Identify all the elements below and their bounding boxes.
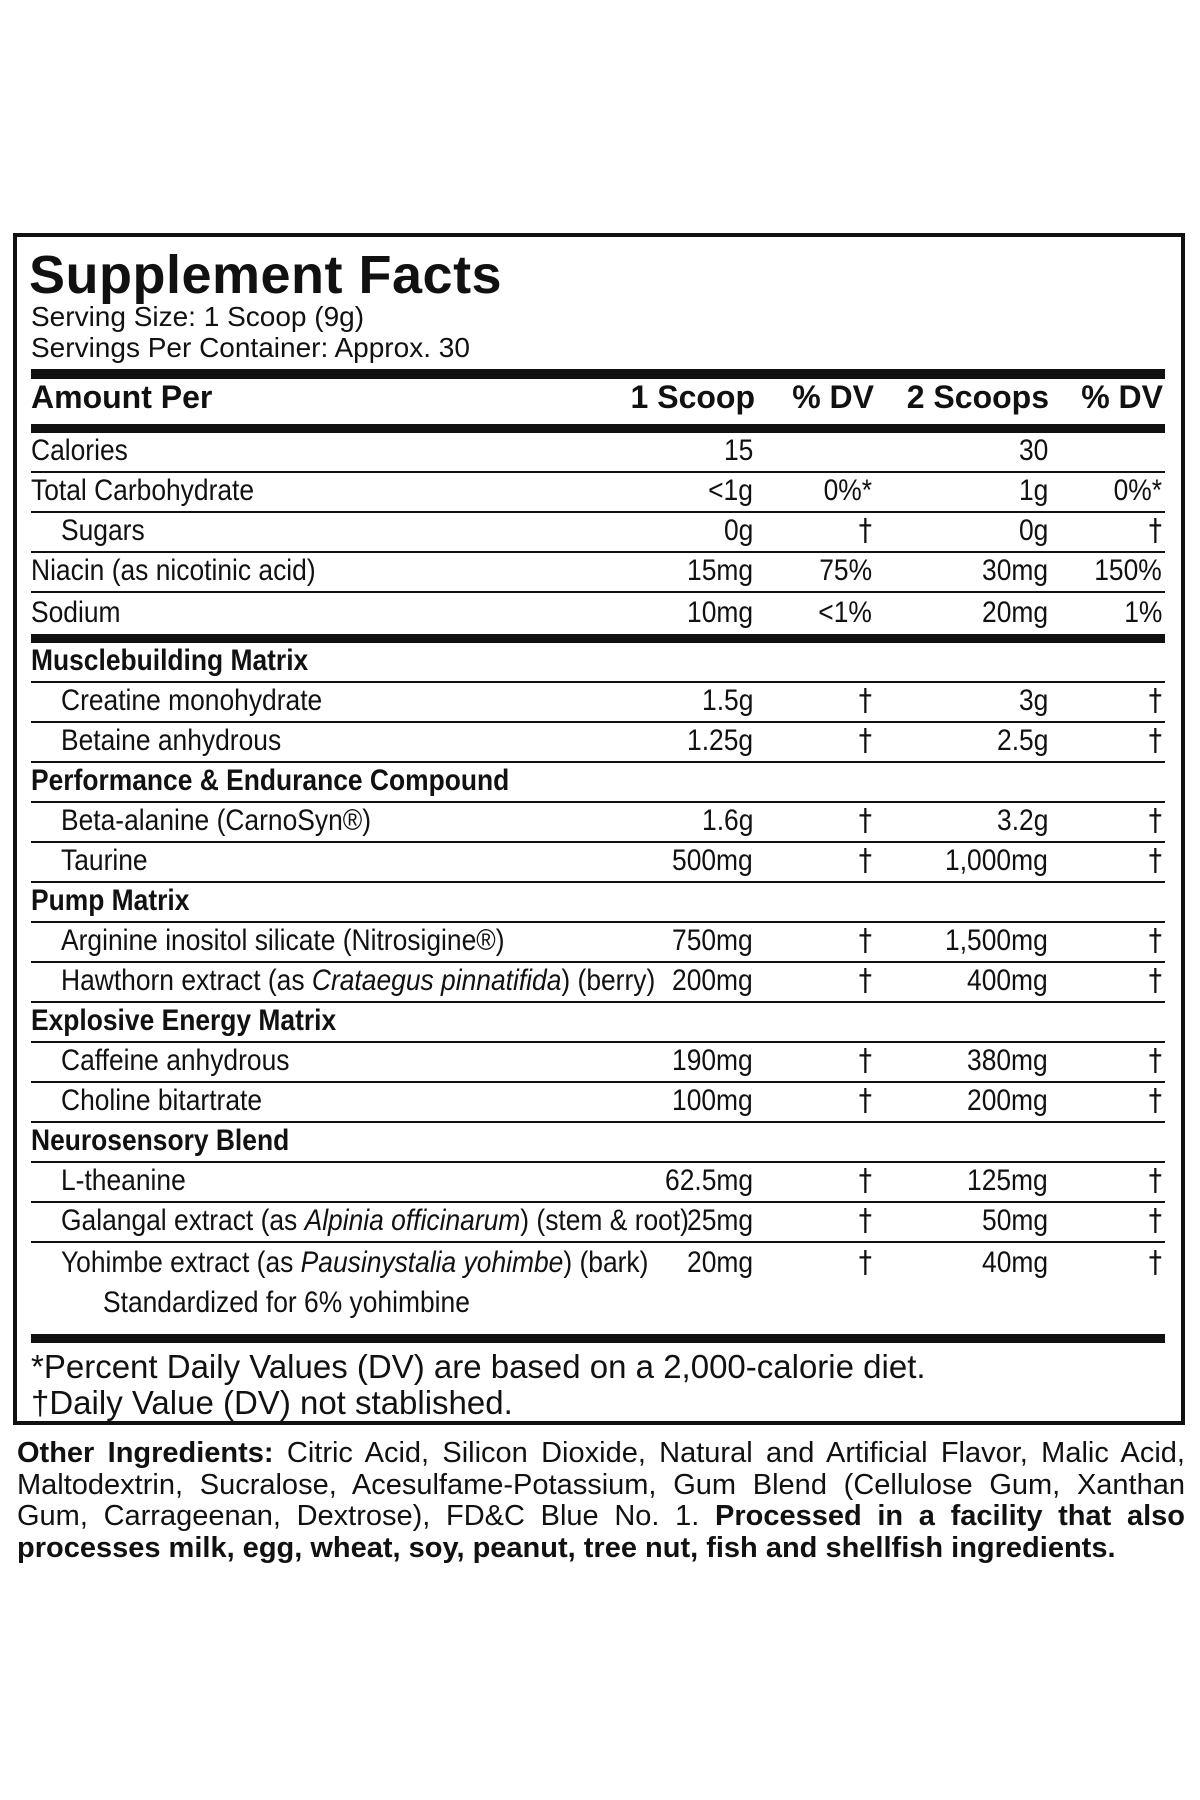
dv-2-scoops: †	[1148, 1203, 1162, 1238]
ingredient-row-beta-alanine	[31, 803, 1165, 843]
other-ingredients-text: Citric Acid, Silicon Dioxide, Natural and Artificial Flavor, Malic Acid, Maltodextrin, Sucralose, Acesulfame-Potassium, Gum Blend (Cellulose Gum, Xanthan Gum, Carrageenan, Dextrose), FD&C Blue No. 1.	[17, 1437, 1185, 1532]
ingredient-row-caffeine	[31, 1043, 1165, 1083]
ingredient-name: Hawthorn extract (as Crataegus pinnatifida) (berry)	[61, 964, 656, 997]
nutrient-name: Sugars	[61, 514, 145, 547]
nutrient-name: Calories	[31, 434, 128, 467]
value-2-scoops: 50mg	[981, 1204, 1048, 1237]
header-1-scoop: 1 Scoop	[630, 379, 755, 415]
dv-1-scoop: †	[858, 1083, 872, 1118]
dv-2-scoops: †	[1148, 1083, 1162, 1118]
value-1-scoop: 15mg	[686, 554, 753, 587]
value-2-scoops: 1,500mg	[945, 924, 1048, 957]
nutrient-row-niacin	[31, 553, 1165, 593]
footnote-daily-values: *Percent Daily Values (DV) are based on a 2,000-calorie diet.	[31, 1348, 926, 1385]
blend-heading-energy	[31, 1003, 1165, 1043]
other-ingredients-label: Other Ingredients:	[17, 1437, 274, 1469]
dv-2-scoops: †	[1148, 923, 1162, 958]
thick-divider	[31, 424, 1165, 433]
dv-2-scoops: †	[1148, 1163, 1162, 1198]
ingredient-name: Choline bitartrate	[61, 1084, 263, 1117]
blend-name: Performance & Endurance Compound	[31, 764, 510, 797]
value-2-scoops: 1,000mg	[945, 844, 1048, 877]
value-1-scoop: 190mg	[672, 1044, 753, 1077]
blend-name: Pump Matrix	[31, 884, 190, 917]
ingredient-row-betaine	[31, 723, 1165, 763]
value-2-scoops: 20mg	[981, 596, 1048, 629]
ingredient-name: L-theanine	[61, 1164, 186, 1197]
blend-name: Neurosensory Blend	[31, 1124, 290, 1157]
value-1-scoop: 1.6g	[701, 804, 753, 837]
blend-heading-pump	[31, 883, 1165, 923]
ingredient-row-creatine	[31, 683, 1165, 723]
dv-1-scoop: †	[858, 723, 872, 758]
header-2-scoops: 2 Scoops	[906, 379, 1049, 415]
supplement-facts-panel	[13, 233, 1185, 1425]
dv-1-scoop: <1%	[818, 596, 872, 629]
value-2-scoops: 380mg	[967, 1044, 1048, 1077]
ingredient-row-standardized	[31, 1283, 1165, 1323]
dv-1-scoop: †	[858, 1163, 872, 1198]
ingredient-name: Yohimbe extract (as Pausinystalia yohimbe) (bark)	[61, 1246, 649, 1279]
value-2-scoops: 2.5g	[996, 724, 1048, 757]
dv-2-scoops: †	[1148, 1245, 1162, 1280]
value-2-scoops: 400mg	[967, 964, 1048, 997]
ingredient-name: Betaine anhydrous	[61, 724, 282, 757]
value-1-scoop: 1.25g	[686, 724, 753, 757]
allergen-statement: Processed in a facility that also processes milk, egg, wheat, soy, peanut, tree nut, fish and shellfish ingredients.	[17, 1500, 1185, 1564]
nutrient-name: Niacin (as nicotinic acid)	[31, 554, 316, 587]
dv-1-scoop: 0%*	[823, 474, 872, 507]
ingredient-row-yohimbe	[31, 1243, 1165, 1283]
dv-2-scoops: †	[1148, 843, 1162, 878]
value-1-scoop: 25mg	[686, 1204, 753, 1237]
dv-2-scoops: †	[1148, 513, 1162, 548]
value-1-scoop: 200mg	[672, 964, 753, 997]
other-ingredients	[17, 1438, 1185, 1564]
value-1-scoop: 10mg	[686, 596, 753, 629]
dv-1-scoop: †	[858, 1043, 872, 1078]
value-1-scoop: 0g	[723, 514, 753, 547]
nutrient-row-calories	[31, 433, 1165, 473]
dv-2-scoops: 1%	[1123, 596, 1162, 629]
ingredient-note: Standardized for 6% yohimbine	[103, 1286, 470, 1319]
thick-divider	[31, 1334, 1165, 1343]
dv-2-scoops: †	[1148, 723, 1162, 758]
serving-size: Serving Size: 1 Scoop (9g)	[31, 301, 365, 332]
ingredient-row-taurine	[31, 843, 1165, 883]
value-1-scoop: 750mg	[672, 924, 753, 957]
nutrient-row-sodium	[31, 593, 1165, 633]
dv-2-scoops: †	[1148, 963, 1162, 998]
dv-1-scoop: †	[858, 1203, 872, 1238]
value-2-scoops: 0g	[1018, 514, 1048, 547]
ingredient-name: Taurine	[61, 844, 148, 877]
value-1-scoop: 100mg	[672, 1084, 753, 1117]
nutrient-name: Total Carbohydrate	[31, 474, 255, 507]
dv-2-scoops: 150%	[1094, 554, 1162, 587]
dv-1-scoop: †	[858, 683, 872, 718]
value-2-scoops: 3g	[1018, 684, 1048, 717]
value-2-scoops: 3.2g	[996, 804, 1048, 837]
ingredient-name: Galangal extract (as Alpinia officinarum) (stem & root)	[61, 1204, 689, 1237]
dv-2-scoops: †	[1148, 803, 1162, 838]
panel-title: Supplement Facts	[29, 245, 503, 305]
value-2-scoops: 1g	[1018, 474, 1048, 507]
blend-heading-neuro	[31, 1123, 1165, 1163]
header-dv-1: % DV	[792, 379, 874, 415]
value-1-scoop: 500mg	[672, 844, 753, 877]
nutrient-row-carbohydrate	[31, 473, 1165, 513]
dv-1-scoop: †	[858, 923, 872, 958]
nutrient-row-sugars	[31, 513, 1165, 553]
footnote-dagger: †Daily Value (DV) not stablished.	[31, 1384, 513, 1421]
dv-1-scoop: 75%	[819, 554, 872, 587]
ingredient-name: Creatine monohydrate	[61, 684, 323, 717]
nutrient-name: Sodium	[31, 596, 121, 629]
value-1-scoop: <1g	[708, 474, 753, 507]
header-amount-per: Amount Per	[31, 379, 213, 415]
blend-heading-muscle	[31, 643, 1165, 683]
ingredient-row-theanine	[31, 1163, 1165, 1203]
dv-1-scoop: †	[858, 803, 872, 838]
value-1-scoop: 62.5mg	[664, 1164, 753, 1197]
value-1-scoop: 1.5g	[701, 684, 753, 717]
value-2-scoops: 200mg	[967, 1084, 1048, 1117]
ingredient-name: Caffeine anhydrous	[61, 1044, 290, 1077]
value-1-scoop: 20mg	[686, 1246, 753, 1279]
ingredient-row-arginine	[31, 923, 1165, 963]
ingredient-row-galangal	[31, 1203, 1165, 1243]
dv-2-scoops: †	[1148, 683, 1162, 718]
ingredient-name: Beta-alanine (CarnoSyn®)	[61, 804, 372, 837]
ingredient-row-choline	[31, 1083, 1165, 1123]
dv-1-scoop: †	[858, 963, 872, 998]
value-2-scoops: 125mg	[967, 1164, 1048, 1197]
blend-name: Explosive Energy Matrix	[31, 1004, 337, 1037]
servings-per-container: Servings Per Container: Approx. 30	[31, 332, 470, 363]
thick-divider	[31, 634, 1165, 643]
header-dv-2: % DV	[1081, 379, 1163, 415]
value-1-scoop: 15	[723, 434, 753, 467]
dv-1-scoop: †	[858, 513, 872, 548]
blend-heading-performance	[31, 763, 1165, 803]
value-2-scoops: 30	[1018, 434, 1048, 467]
dv-1-scoop: †	[858, 1245, 872, 1280]
column-header-row	[31, 375, 1165, 419]
ingredient-row-hawthorn	[31, 963, 1165, 1003]
dv-2-scoops: 0%*	[1113, 474, 1162, 507]
dv-1-scoop: †	[858, 843, 872, 878]
blend-name: Musclebuilding Matrix	[31, 644, 309, 677]
value-2-scoops: 40mg	[981, 1246, 1048, 1279]
ingredient-name: Arginine inositol silicate (Nitrosigine®)	[61, 924, 505, 957]
value-2-scoops: 30mg	[981, 554, 1048, 587]
dv-2-scoops: †	[1148, 1043, 1162, 1078]
